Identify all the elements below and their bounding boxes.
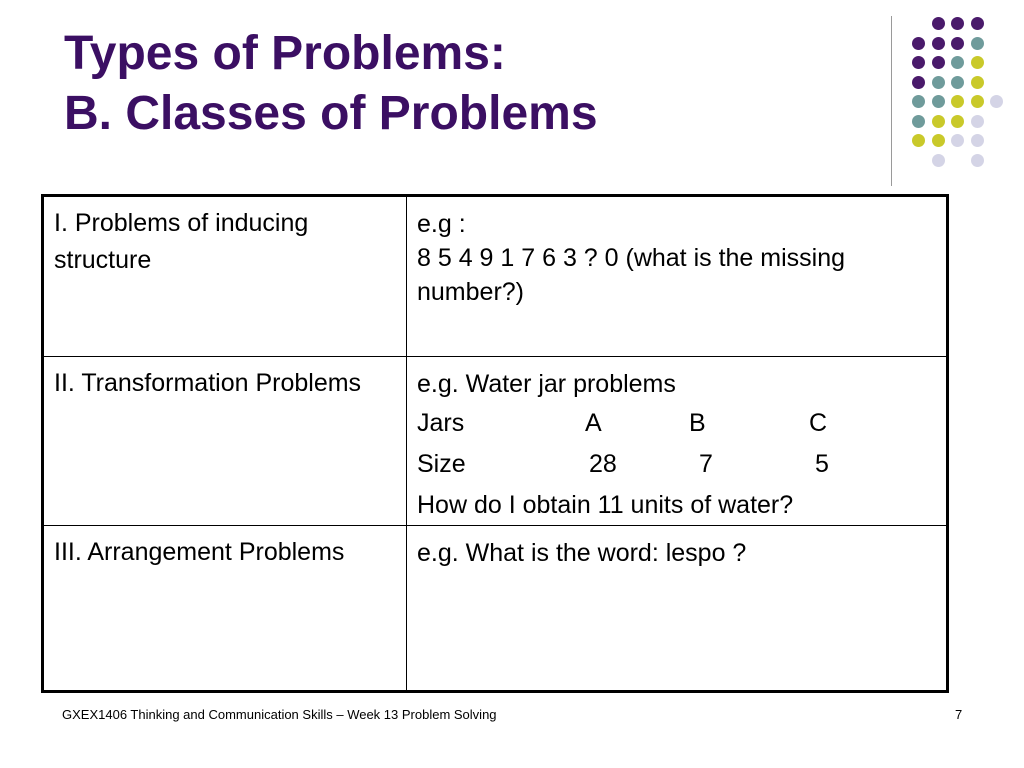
category-cell: I. Problems of inducing structure [43, 196, 407, 357]
decorative-dot [912, 56, 925, 69]
decorative-dot [971, 95, 984, 108]
decorative-dot [951, 76, 964, 89]
example-question: How do I obtain 11 units of water? [417, 491, 794, 519]
decorative-dot [971, 56, 984, 69]
decorative-dot [912, 134, 925, 147]
category-cell: III. Arrangement Problems [43, 526, 407, 692]
decorative-dot [932, 17, 945, 30]
decorative-dot [951, 134, 964, 147]
decorative-dot [932, 76, 945, 89]
table-row [43, 196, 948, 357]
decorative-dot [912, 95, 925, 108]
table-row [43, 526, 948, 692]
decorative-dot [990, 95, 1003, 108]
jar-names-row [417, 404, 936, 445]
decorative-dot [951, 56, 964, 69]
jar-name: B [689, 409, 706, 437]
decorative-dot [912, 37, 925, 50]
size-label: Size [417, 450, 466, 478]
decorative-dot [971, 115, 984, 128]
example-line: e.g. Water jar problems [417, 370, 676, 398]
jar-size: 28 [589, 450, 617, 478]
decorative-dot [951, 17, 964, 30]
jars-label: Jars [417, 409, 465, 437]
table-row [43, 357, 948, 526]
problem-classes-table [41, 194, 949, 693]
decorative-dot [971, 154, 984, 167]
example-line: e.g. What is the word: lespo ? [417, 539, 747, 567]
page-number: 7 [955, 707, 963, 722]
jar-sizes-row [417, 445, 936, 486]
decorative-dot [951, 95, 964, 108]
slide-title-line-1: Types of Problems: [64, 27, 506, 80]
jar-size: 7 [699, 450, 713, 478]
slide-title-line-2: B. Classes of Problems [64, 87, 598, 140]
decorative-dot [971, 76, 984, 89]
slide-title [64, 24, 598, 144]
example-cell [407, 196, 948, 357]
jar-name: A [585, 409, 602, 437]
category-cell: II. Transformation Problems [43, 357, 407, 526]
decorative-dot [971, 37, 984, 50]
example-line: 8 5 4 9 1 7 6 3 ? 0 (what is the missing number?) [417, 244, 846, 306]
decorative-dot [971, 134, 984, 147]
decorative-dot [932, 37, 945, 50]
decorative-dot [932, 115, 945, 128]
decorative-dot [932, 56, 945, 69]
example-cell [407, 357, 948, 526]
decorative-dot [932, 154, 945, 167]
decorative-dot [912, 76, 925, 89]
decorative-dot [932, 134, 945, 147]
footer-course-text: GXEX1406 Thinking and Communication Skills – Week 13 Problem Solving [62, 707, 497, 722]
example-line: e.g : [417, 210, 466, 238]
decorative-dot [912, 115, 925, 128]
decorative-dot [951, 115, 964, 128]
decorative-dot [971, 17, 984, 30]
jar-size: 5 [815, 450, 829, 478]
jar-name: C [809, 409, 828, 437]
decorative-dot [951, 37, 964, 50]
decorative-divider [891, 16, 892, 186]
decorative-dot [932, 95, 945, 108]
example-cell [407, 526, 948, 692]
